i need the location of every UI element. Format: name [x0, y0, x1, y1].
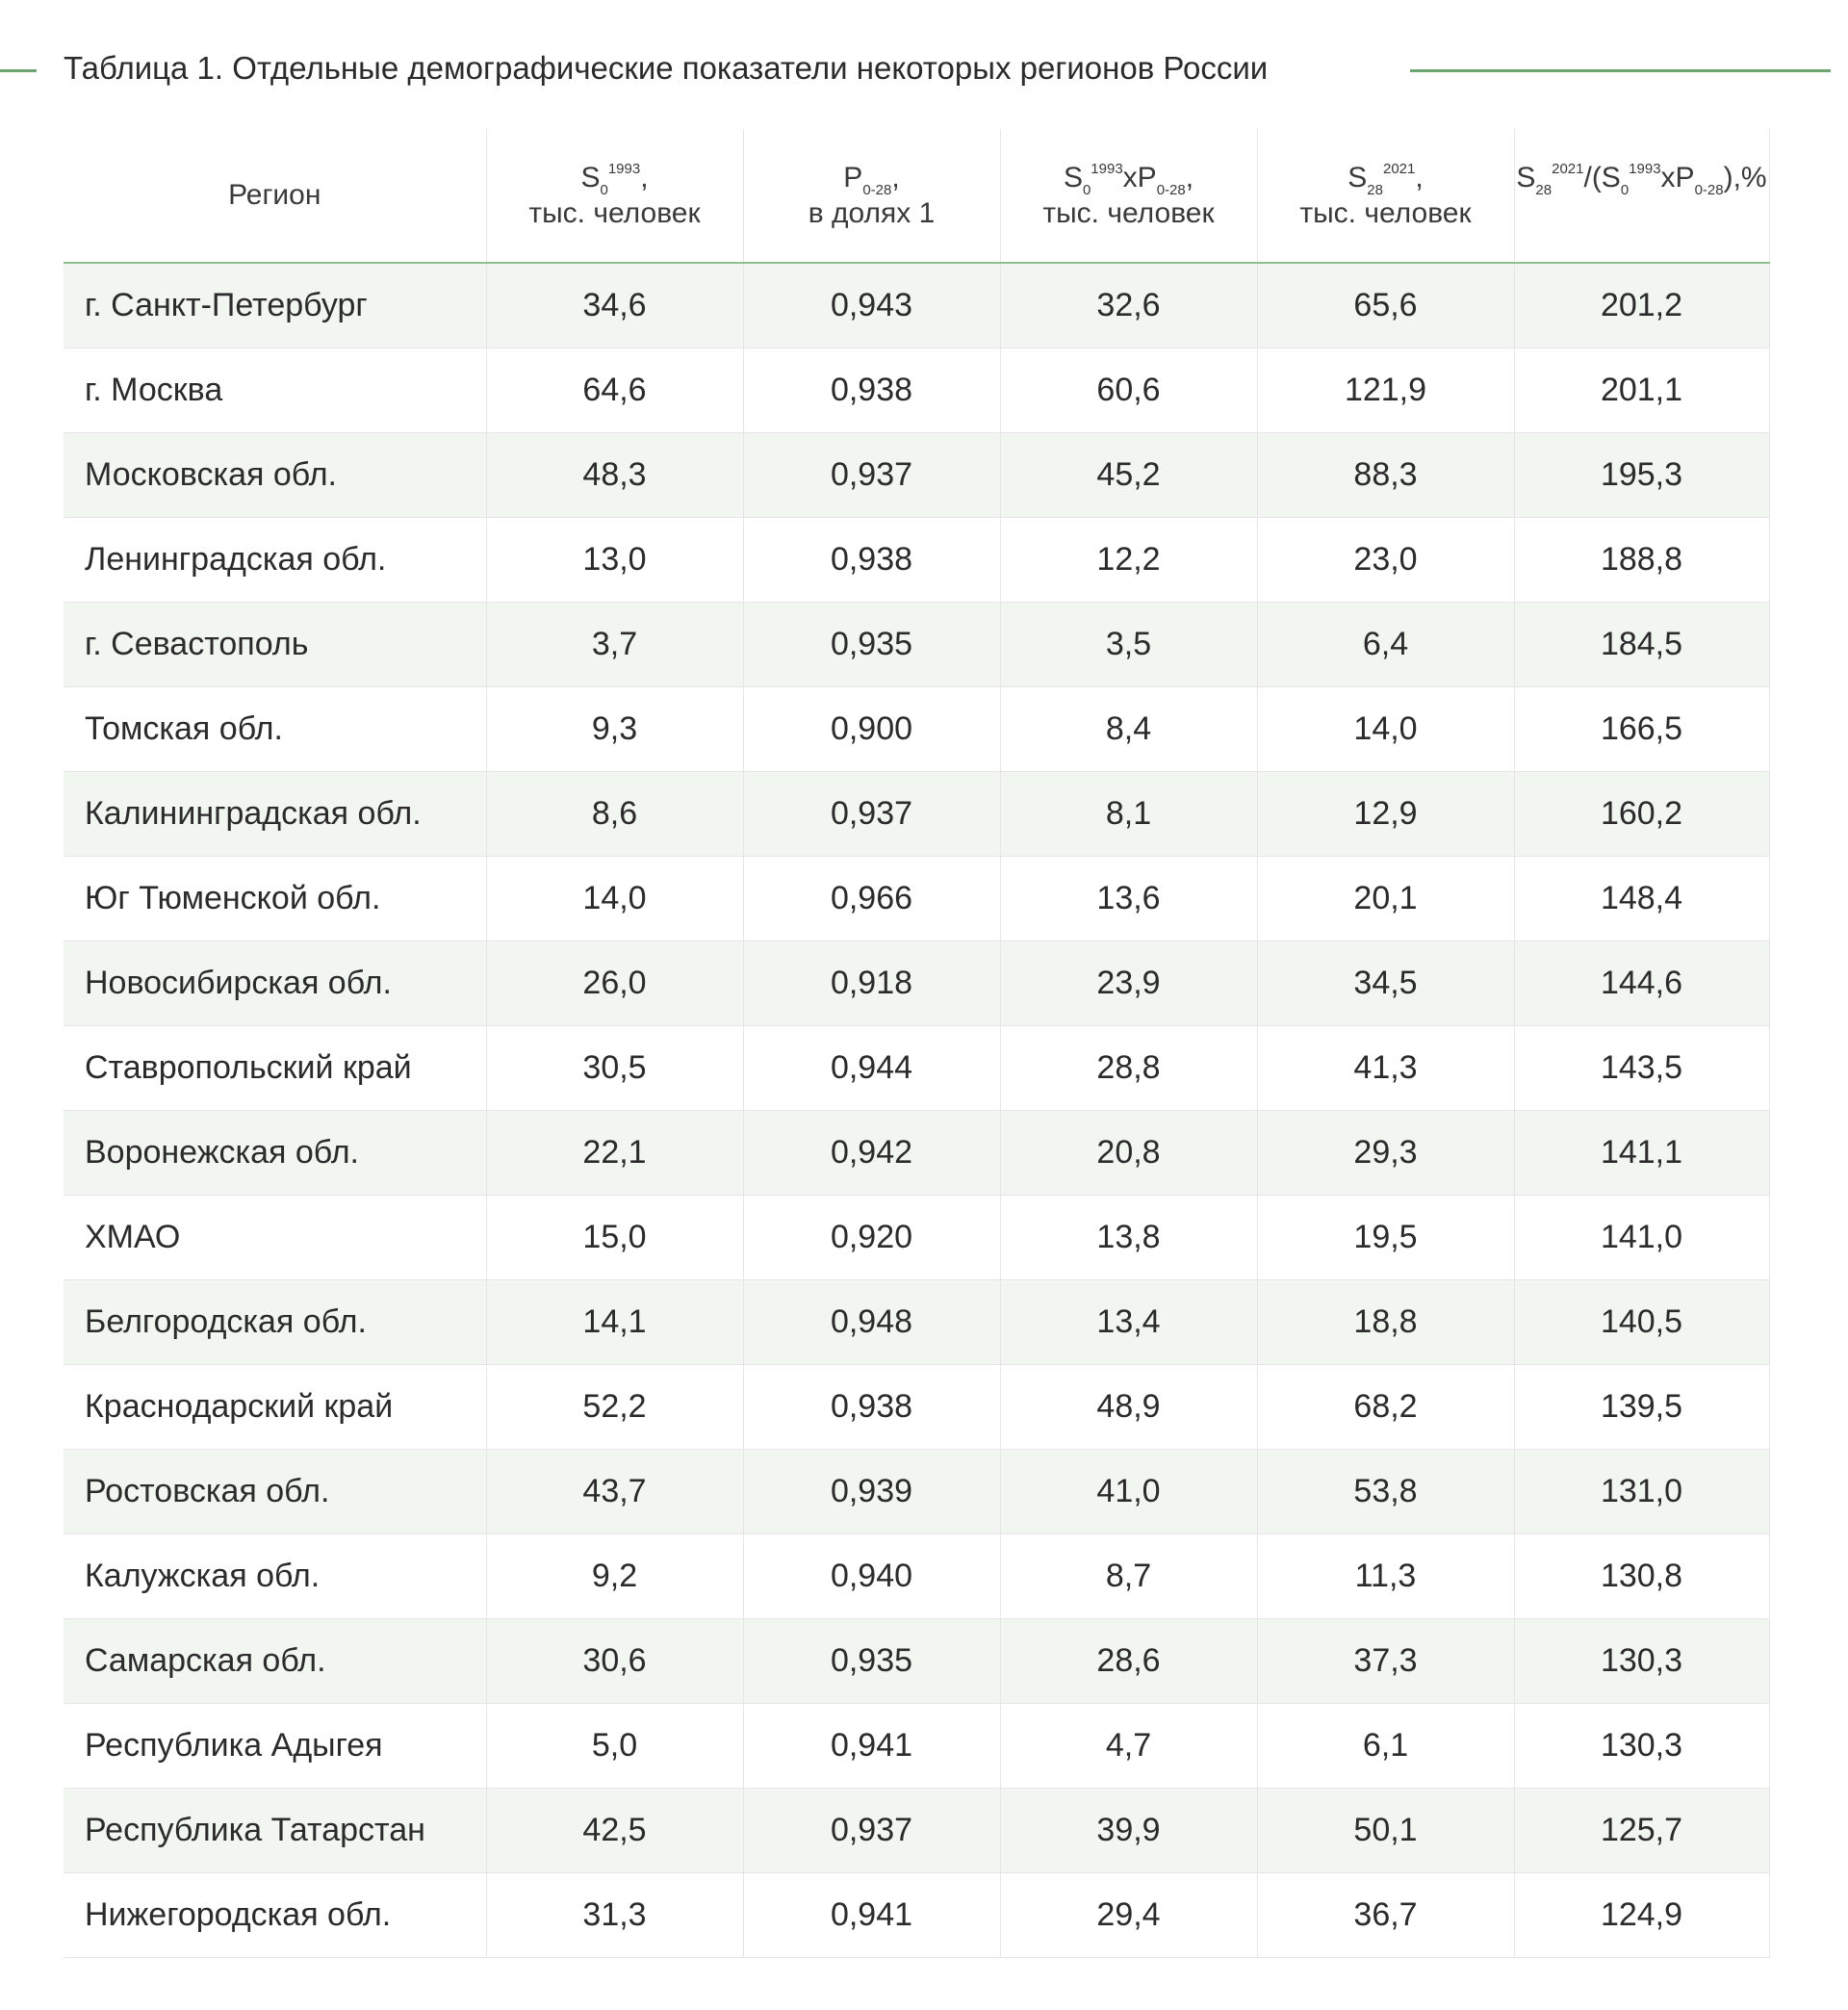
table-row	[64, 348, 1769, 433]
header-p0-28: $P_{0-28}$, в долях 1	[743, 129, 1000, 263]
cell-s0-1993: 14,0	[486, 857, 743, 941]
cell-region: ХМАО	[64, 1196, 486, 1280]
cell-p0-28: 0,935	[743, 603, 1000, 687]
cell-s28-2021: 53,8	[1257, 1450, 1514, 1534]
table-row	[64, 1789, 1769, 1873]
cell-p0-28: 0,920	[743, 1196, 1000, 1280]
cell-s0-1993: 9,2	[486, 1534, 743, 1619]
cell-s0-x-p: 12,2	[1000, 518, 1257, 603]
cell-s0-1993: 9,3	[486, 687, 743, 772]
cell-p0-28: 0,966	[743, 857, 1000, 941]
cell-s0-x-p: 29,4	[1000, 1873, 1257, 1958]
cell-ratio-percent: 143,5	[1514, 1026, 1769, 1111]
cell-ratio-percent: 125,7	[1514, 1789, 1769, 1873]
cell-s28-2021: 6,1	[1257, 1704, 1514, 1789]
cell-s28-2021: 41,3	[1257, 1026, 1514, 1111]
cell-s0-1993: 52,2	[486, 1365, 743, 1450]
cell-s0-x-p: 41,0	[1000, 1450, 1257, 1534]
cell-s28-2021: 29,3	[1257, 1111, 1514, 1196]
table-row	[64, 687, 1769, 772]
cell-ratio-percent: 141,0	[1514, 1196, 1769, 1280]
cell-ratio-percent: 188,8	[1514, 518, 1769, 603]
table-row	[64, 772, 1769, 857]
cell-ratio-percent: 130,8	[1514, 1534, 1769, 1619]
cell-s0-1993: 31,3	[486, 1873, 743, 1958]
cell-s0-x-p: 28,6	[1000, 1619, 1257, 1704]
cell-s0-x-p: 32,6	[1000, 263, 1257, 348]
cell-p0-28: 0,940	[743, 1534, 1000, 1619]
table-title: Таблица 1. Отдельные демографические показатели некоторых регионов России	[64, 50, 1269, 86]
cell-ratio-percent: 140,5	[1514, 1280, 1769, 1365]
cell-region: Калининградская обл.	[64, 772, 486, 857]
cell-region: г. Севастополь	[64, 603, 486, 687]
table-row	[64, 857, 1769, 941]
table-row	[64, 1111, 1769, 1196]
cell-s0-1993: 43,7	[486, 1450, 743, 1534]
table-row	[64, 603, 1769, 687]
cell-p0-28: 0,943	[743, 263, 1000, 348]
cell-p0-28: 0,938	[743, 348, 1000, 433]
header-ratio-percent: $S_{28}^{2021}/(S_0^{1993}xP_{0-28}),\%$	[1514, 129, 1769, 263]
cell-p0-28: 0,944	[743, 1026, 1000, 1111]
table-row	[64, 1280, 1769, 1365]
cell-s0-1993: 14,1	[486, 1280, 743, 1365]
cell-region: г. Москва	[64, 348, 486, 433]
cell-s0-1993: 8,6	[486, 772, 743, 857]
cell-region: Московская обл.	[64, 433, 486, 518]
cell-region: Томская обл.	[64, 687, 486, 772]
cell-ratio-percent: 160,2	[1514, 772, 1769, 857]
cell-region: Самарская обл.	[64, 1619, 486, 1704]
demographics-table	[64, 129, 1770, 1958]
header-region: Регион	[64, 129, 486, 263]
table-row	[64, 941, 1769, 1026]
cell-p0-28: 0,942	[743, 1111, 1000, 1196]
cell-p0-28: 0,938	[743, 1365, 1000, 1450]
cell-p0-28: 0,935	[743, 1619, 1000, 1704]
caption-rule-right	[1410, 69, 1831, 72]
cell-s0-x-p: 13,8	[1000, 1196, 1257, 1280]
cell-ratio-percent: 131,0	[1514, 1450, 1769, 1534]
table-row	[64, 1026, 1769, 1111]
cell-s28-2021: 14,0	[1257, 687, 1514, 772]
cell-s0-1993: 5,0	[486, 1704, 743, 1789]
cell-s0-1993: 13,0	[486, 518, 743, 603]
cell-s28-2021: 34,5	[1257, 941, 1514, 1026]
cell-s28-2021: 68,2	[1257, 1365, 1514, 1450]
cell-ratio-percent: 201,1	[1514, 348, 1769, 433]
cell-s28-2021: 19,5	[1257, 1196, 1514, 1280]
table-row	[64, 518, 1769, 603]
cell-region: Нижегородская обл.	[64, 1873, 486, 1958]
cell-ratio-percent: 201,2	[1514, 263, 1769, 348]
cell-s0-x-p: 8,7	[1000, 1534, 1257, 1619]
cell-s0-x-p: 8,1	[1000, 772, 1257, 857]
cell-s0-1993: 30,6	[486, 1619, 743, 1704]
cell-s28-2021: 121,9	[1257, 348, 1514, 433]
table-row	[64, 1534, 1769, 1619]
cell-ratio-percent: 195,3	[1514, 433, 1769, 518]
cell-s0-1993: 42,5	[486, 1789, 743, 1873]
cell-s28-2021: 36,7	[1257, 1873, 1514, 1958]
header-s0-x-p: $S_0^{1993}xP_{0-28}$, тыс. человек	[1000, 129, 1257, 263]
cell-region: Ставропольский край	[64, 1026, 486, 1111]
cell-s0-x-p: 13,4	[1000, 1280, 1257, 1365]
cell-s0-1993: 30,5	[486, 1026, 743, 1111]
cell-s0-1993: 15,0	[486, 1196, 743, 1280]
table-caption	[0, 46, 1848, 94]
cell-ratio-percent: 124,9	[1514, 1873, 1769, 1958]
cell-s0-1993: 34,6	[486, 263, 743, 348]
cell-p0-28: 0,948	[743, 1280, 1000, 1365]
header-s0-1993: $S_0^{1993}$, тыс. человек	[486, 129, 743, 263]
cell-region: Юг Тюменской обл.	[64, 857, 486, 941]
table-row	[64, 1619, 1769, 1704]
cell-ratio-percent: 184,5	[1514, 603, 1769, 687]
cell-region: Воронежская обл.	[64, 1111, 486, 1196]
table-row	[64, 263, 1769, 348]
cell-s28-2021: 50,1	[1257, 1789, 1514, 1873]
cell-s0-x-p: 4,7	[1000, 1704, 1257, 1789]
cell-ratio-percent: 130,3	[1514, 1619, 1769, 1704]
cell-p0-28: 0,937	[743, 1789, 1000, 1873]
cell-s0-x-p: 60,6	[1000, 348, 1257, 433]
cell-s0-x-p: 13,6	[1000, 857, 1257, 941]
cell-region: Новосибирская обл.	[64, 941, 486, 1026]
cell-region: Ростовская обл.	[64, 1450, 486, 1534]
cell-s28-2021: 88,3	[1257, 433, 1514, 518]
cell-p0-28: 0,941	[743, 1873, 1000, 1958]
cell-s28-2021: 23,0	[1257, 518, 1514, 603]
table-row	[64, 1873, 1769, 1958]
table-body	[64, 263, 1769, 1958]
cell-s28-2021: 18,8	[1257, 1280, 1514, 1365]
cell-s0-x-p: 20,8	[1000, 1111, 1257, 1196]
cell-s0-x-p: 23,9	[1000, 941, 1257, 1026]
cell-region: г. Санкт-Петербург	[64, 263, 486, 348]
table-row	[64, 1704, 1769, 1789]
caption-rule-left	[0, 69, 37, 72]
cell-region: Республика Татарстан	[64, 1789, 486, 1873]
cell-ratio-percent: 148,4	[1514, 857, 1769, 941]
cell-s0-x-p: 28,8	[1000, 1026, 1257, 1111]
cell-p0-28: 0,941	[743, 1704, 1000, 1789]
table-row	[64, 1196, 1769, 1280]
cell-p0-28: 0,900	[743, 687, 1000, 772]
cell-ratio-percent: 130,3	[1514, 1704, 1769, 1789]
cell-region: Республика Адыгея	[64, 1704, 486, 1789]
cell-ratio-percent: 166,5	[1514, 687, 1769, 772]
cell-region: Ленинградская обл.	[64, 518, 486, 603]
cell-s0-1993: 22,1	[486, 1111, 743, 1196]
cell-s0-1993: 64,6	[486, 348, 743, 433]
header-s28-2021: $S_{28}^{2021}$, тыс. человек	[1257, 129, 1514, 263]
table-row	[64, 433, 1769, 518]
cell-p0-28: 0,938	[743, 518, 1000, 603]
cell-ratio-percent: 141,1	[1514, 1111, 1769, 1196]
cell-region: Белгородская обл.	[64, 1280, 486, 1365]
cell-s28-2021: 65,6	[1257, 263, 1514, 348]
cell-s28-2021: 20,1	[1257, 857, 1514, 941]
cell-s0-x-p: 48,9	[1000, 1365, 1257, 1450]
cell-s0-1993: 26,0	[486, 941, 743, 1026]
cell-s28-2021: 6,4	[1257, 603, 1514, 687]
cell-s28-2021: 37,3	[1257, 1619, 1514, 1704]
cell-s0-x-p: 8,4	[1000, 687, 1257, 772]
header-row	[64, 129, 1769, 263]
cell-region: Калужская обл.	[64, 1534, 486, 1619]
cell-ratio-percent: 139,5	[1514, 1365, 1769, 1450]
cell-s0-1993: 48,3	[486, 433, 743, 518]
cell-p0-28: 0,918	[743, 941, 1000, 1026]
cell-ratio-percent: 144,6	[1514, 941, 1769, 1026]
cell-p0-28: 0,939	[743, 1450, 1000, 1534]
cell-s0-x-p: 39,9	[1000, 1789, 1257, 1873]
cell-region: Краснодарский край	[64, 1365, 486, 1450]
table-row	[64, 1365, 1769, 1450]
cell-s0-x-p: 45,2	[1000, 433, 1257, 518]
cell-s0-x-p: 3,5	[1000, 603, 1257, 687]
cell-p0-28: 0,937	[743, 772, 1000, 857]
cell-s28-2021: 12,9	[1257, 772, 1514, 857]
cell-s28-2021: 11,3	[1257, 1534, 1514, 1619]
cell-s0-1993: 3,7	[486, 603, 743, 687]
cell-p0-28: 0,937	[743, 433, 1000, 518]
table-row	[64, 1450, 1769, 1534]
